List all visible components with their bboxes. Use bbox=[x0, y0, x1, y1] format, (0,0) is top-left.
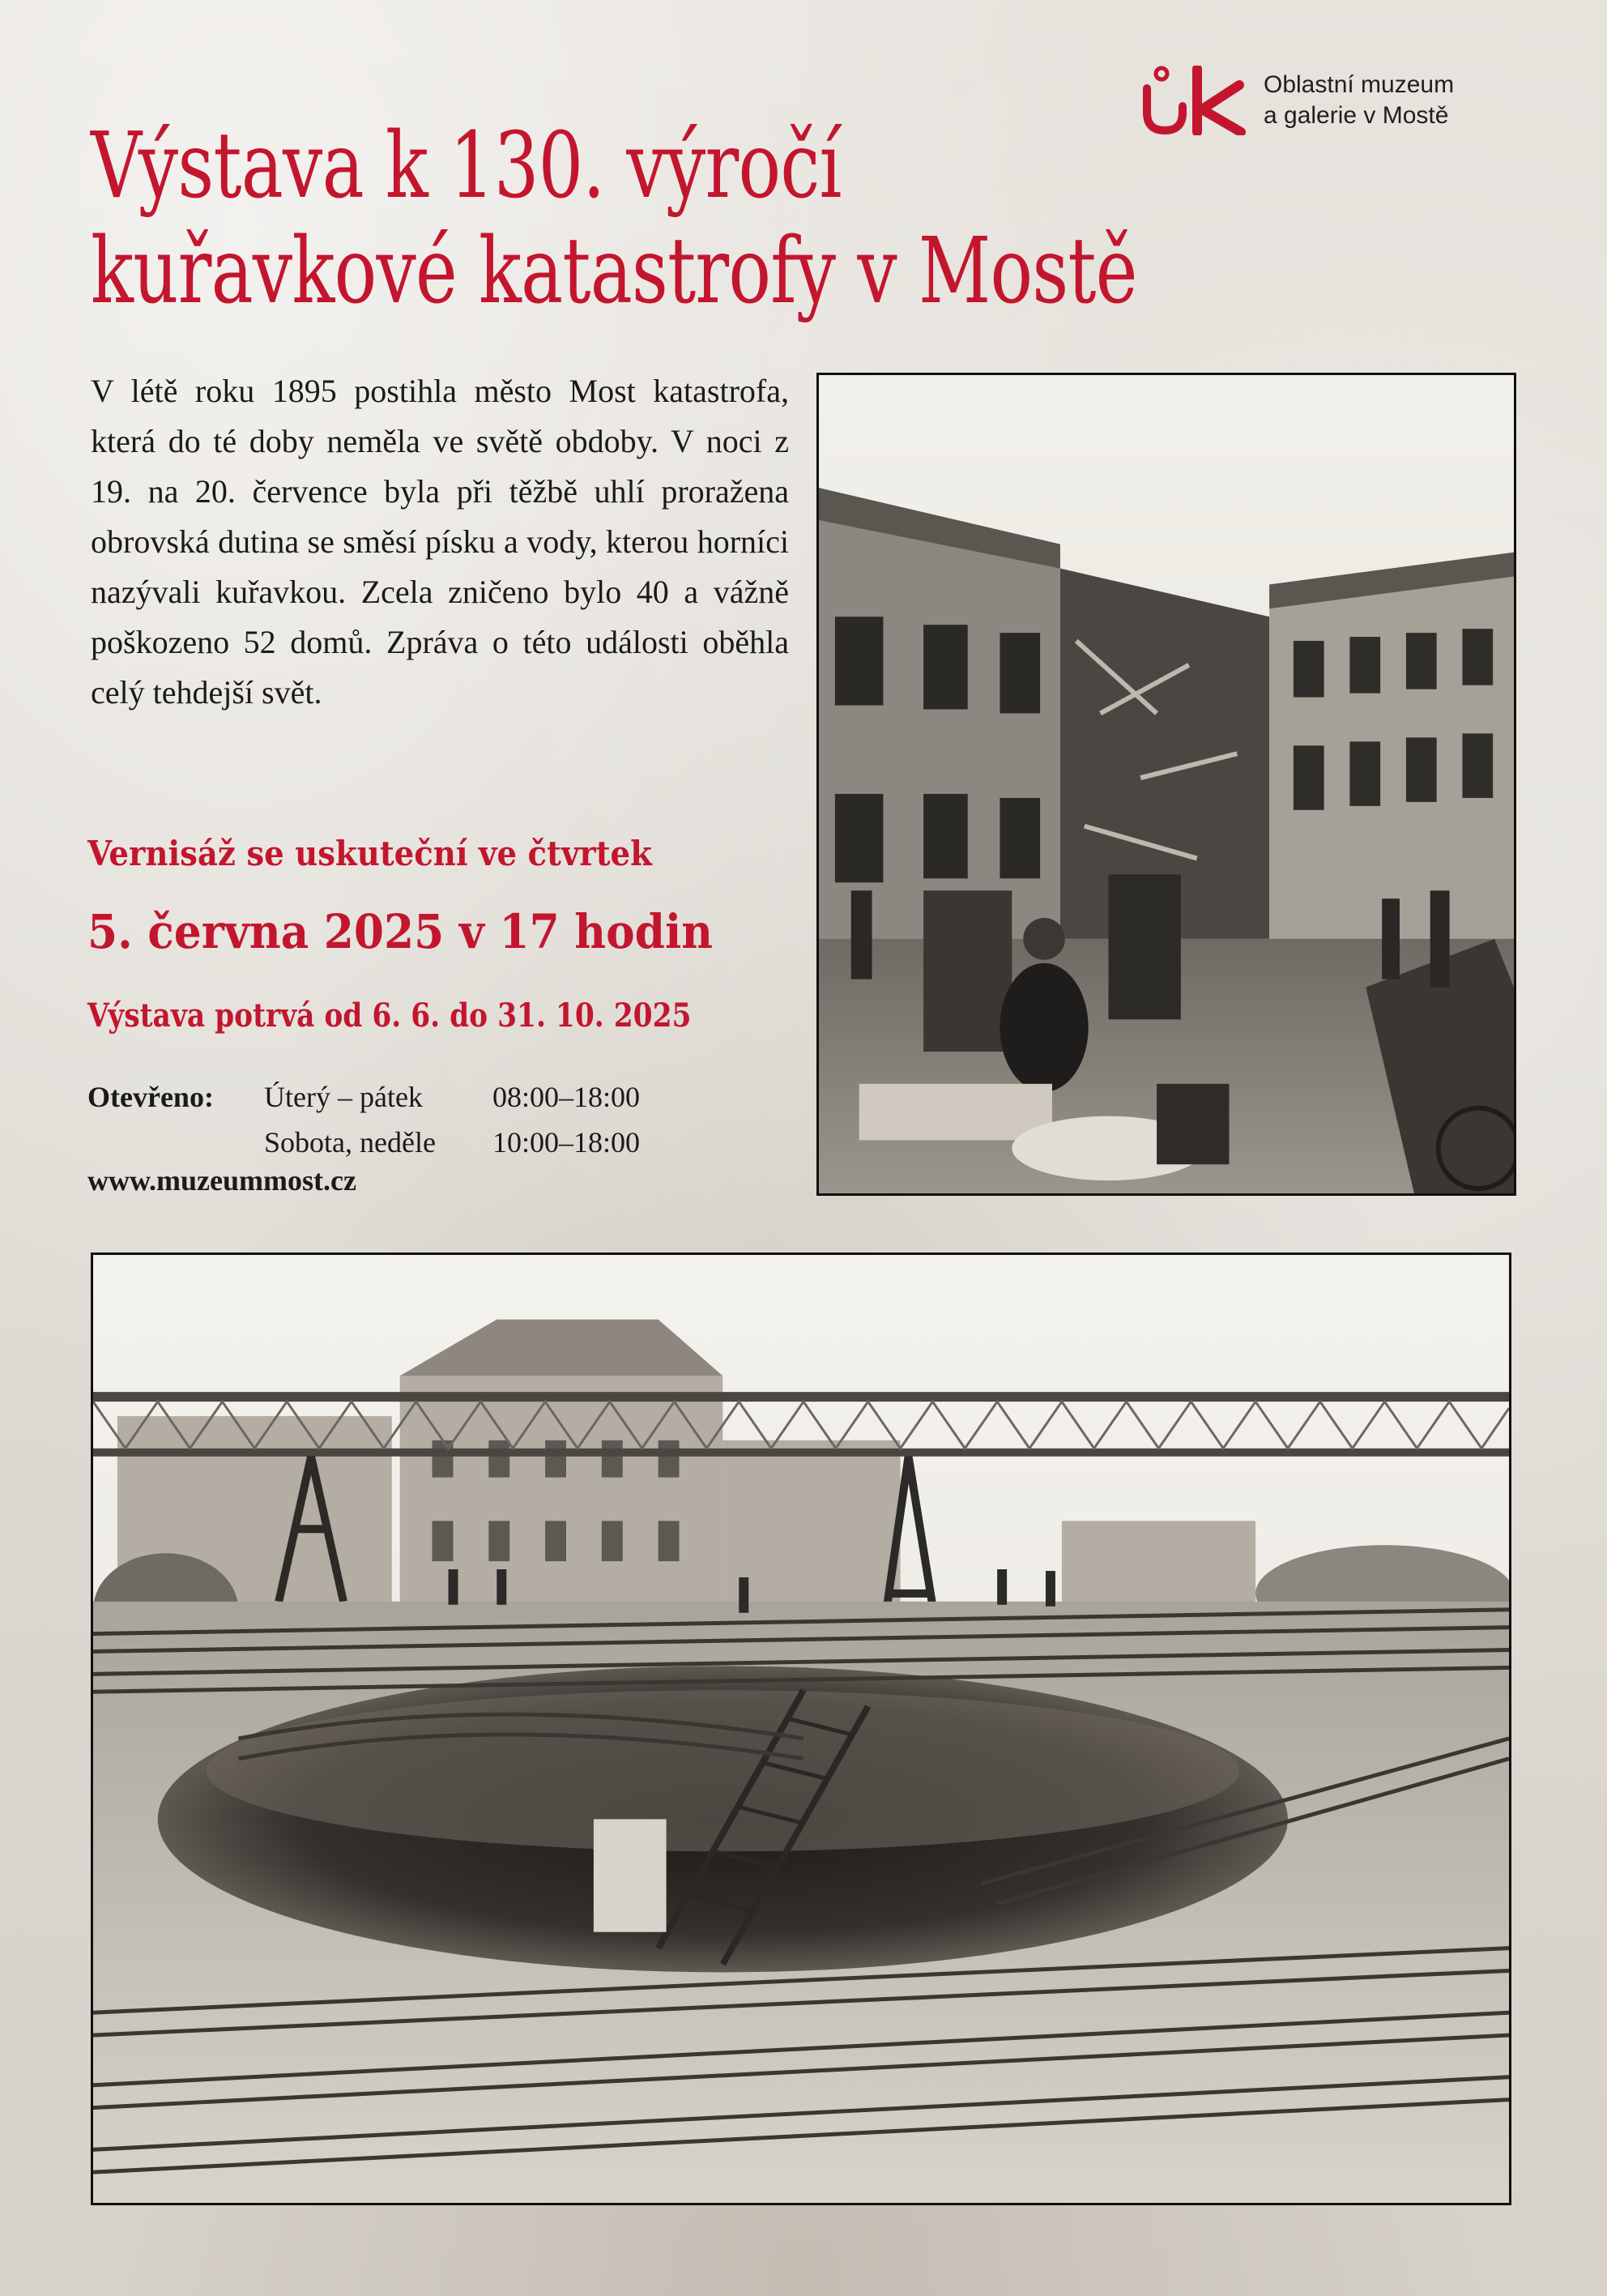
hours-days: Sobota, neděle bbox=[264, 1126, 436, 1159]
hours-row bbox=[87, 1120, 816, 1165]
hours-label: Otevřeno: bbox=[87, 1081, 214, 1113]
hours-row bbox=[87, 1074, 816, 1120]
vernisage-line2: 5. června 2025 v 17 hodin bbox=[87, 904, 714, 959]
damaged-houses-photo bbox=[816, 373, 1516, 1196]
vernisage-line1: Vernisáž se uskuteční ve čtvrtek bbox=[87, 834, 652, 873]
museum-name-line2: a galerie v Mostě bbox=[1264, 102, 1449, 129]
hours-time: 08:00–18:00 bbox=[492, 1081, 641, 1113]
website-link[interactable]: www.muzeummost.cz bbox=[87, 1164, 356, 1197]
exhibition-duration: Výstava potrvá od 6. 6. do 31. 10. 2025 bbox=[87, 996, 692, 1035]
sinkhole-railway-photo bbox=[91, 1253, 1511, 2205]
intro-paragraph: V létě roku 1895 postihla město Most katastrofa, která do té doby neměla ve světě obdoby. V noci z 19. na 20. července byla při těžbě uhlí proražena obrovská dutina se směsí písku a vody, kterou horníci nazývali kuřavkou. Zcela zničeno bylo 40 a vážně poškozeno 52 domů. Zpráva o této události oběhla celý tehdejší svět. bbox=[91, 373, 789, 711]
page-title bbox=[91, 113, 1427, 324]
title-line1: Výstava k 130. výročí bbox=[91, 113, 842, 219]
hours-time: 10:00–18:00 bbox=[492, 1126, 641, 1159]
opening-hours bbox=[87, 1074, 816, 1165]
title-line2: kuřavkové katastrofy v Mostě bbox=[91, 219, 1137, 324]
hours-days: Úterý – pátek bbox=[264, 1081, 423, 1113]
museum-name-line1: Oblastní muzeum bbox=[1264, 71, 1455, 98]
